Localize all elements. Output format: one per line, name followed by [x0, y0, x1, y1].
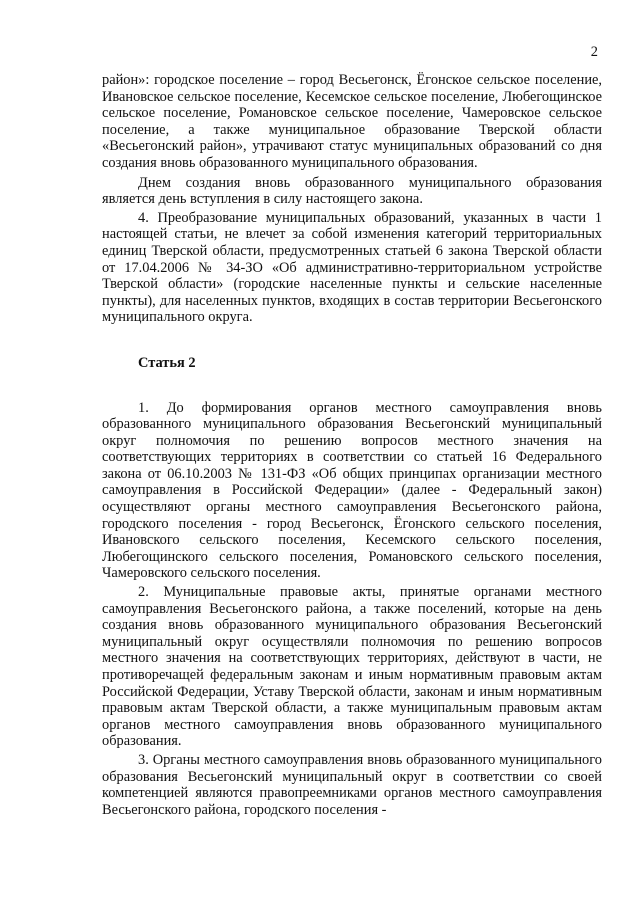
- paragraph: 4. Преобразование муниципальных образований, указанных в части 1 настоящей статьи, не влечет за собой изменения категорий территориальных единиц Тверской области, предусмотренных статьей 6 закона Тверской области от 17.04.2006 № 34-ЗО «Об административно-территориальном устройстве Тверской области» (городские населенные пункты и сельские населенные пункты), для населенных пунктов, входящих в состав территории Весьегонского муниципального округа.: [102, 209, 602, 326]
- paragraph: 3. Органы местного самоуправления вновь образованного муниципального образования Весьегонский муниципальный округ в соответствии со своей компетенцией являются правопреемниками органов местного самоуправления Весьегонского района, городского поселения -: [102, 751, 602, 818]
- paragraph: Днем создания вновь образованного муниципального образования является день вступления в силу настоящего закона.: [102, 174, 602, 208]
- article-heading: Статья 2: [138, 354, 196, 371]
- document-body: [102, 72, 602, 818]
- paragraph: 1. До формирования органов местного самоуправления вновь образованного муниципального образования Весьегонский муниципальный округ полномочия по решению вопросов местного значения на соответствующих территориях в соответствии со статьей 16 Федерального закона от 06.10.2003 № 131-ФЗ «Об общих принципах организации местного самоуправления в Российской Федерации» (далее - Федеральный закон) осуществляют органы местного самоуправления Весьегонского района, городского поселения - город Весьегонск, Ёгонского сельского поселения, Ивановского сельского поселения, Кесемского сельского поселения, Любегощинского сельского поселения, Романовского сельского поселения, Чамеровского сельского поселения.: [102, 399, 602, 582]
- paragraph: район»: городское поселение – город Весьегонск, Ёгонское сельское поселение, Ивановское сельское поселение, Кесемское сельское поселение, Любегощинское сельское поселение, Романовское сельское поселение, Чамеровское сельское поселение, а также муниципальное образование Тверской области «Весьегонский район», утрачивают статус муниципальных образований со дня создания вновь образованного муниципального образования.: [102, 72, 602, 171]
- paragraph: 2. Муниципальные правовые акты, принятые органами местного самоуправления Весьегонского района, а также поселений, которые на день создания вновь образованного муниципального образования Весьегонский муниципальный округ осуществляли полномочия по решению вопросов местного значения на соответствующих территориях, действуют в части, не противоречащей федеральным законам и иным нормативным правовым актам Российской Федерации, Уставу Тверской области, законам и иным нормативным правовым актам Тверской области, а также муниципальным правовым актам органов местного самоуправления вновь образованного муниципального образования.: [102, 584, 602, 750]
- page-number: 2: [590, 44, 598, 60]
